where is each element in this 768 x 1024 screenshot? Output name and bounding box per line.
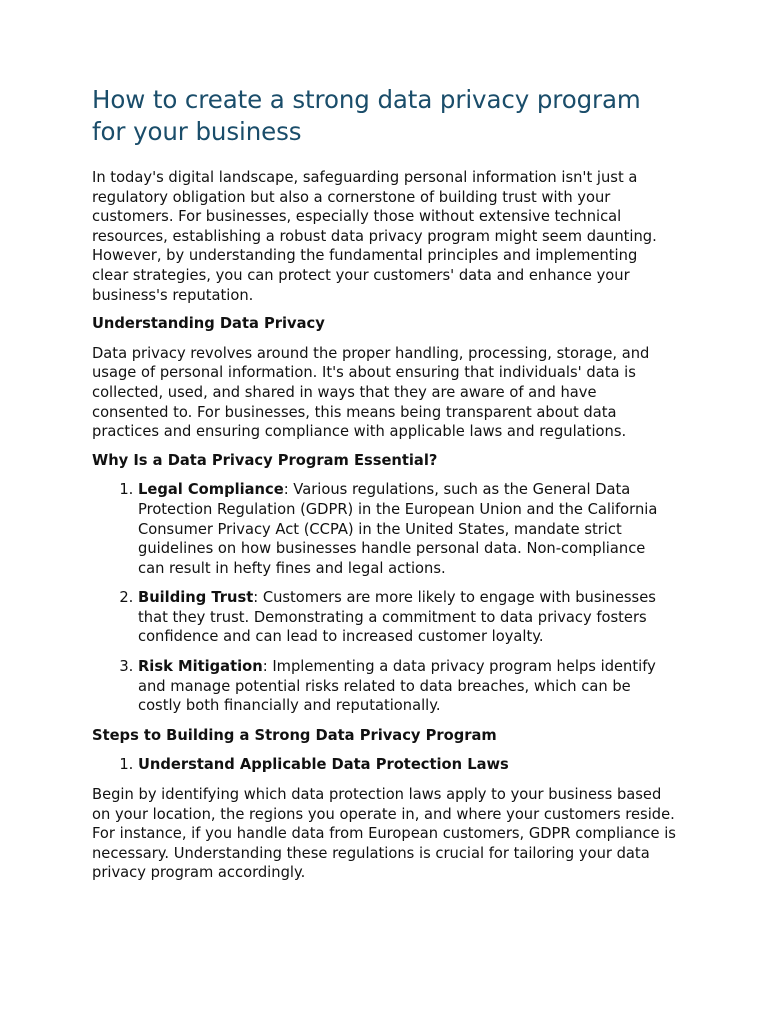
list-item xyxy=(138,480,676,578)
list-item-term: Legal Compliance xyxy=(138,481,284,499)
section-heading-steps: Steps to Building a Strong Data Privacy Program xyxy=(92,726,497,744)
list-item-text: : Customers are more likely to engage with businesses that they trust. Demonstrating a commitment to data privacy fosters confidence and can lead to increased customer loyalty. xyxy=(138,589,656,646)
list-item-term: Risk Mitigation xyxy=(138,658,263,676)
section-heading-why-essential: Why Is a Data Privacy Program Essential? xyxy=(92,451,438,469)
page-title: How to create a strong data privacy program for your business xyxy=(92,85,641,146)
list-item-term: Building Trust xyxy=(138,589,254,607)
section-heading-understanding: Understanding Data Privacy xyxy=(92,315,325,333)
step-body: Begin by identifying which data protection laws apply to your business based on your location, the regions you operate in, and where your customers reside. For instance, if you handle data from European customers, GDPR compliance is necessary. Understanding these regulations is crucial for tailoring your data privacy program accordingly. xyxy=(92,786,676,882)
list-item xyxy=(138,755,676,775)
section-body-understanding: Data privacy revolves around the proper handling, processing, storage, and usage of personal information. It's about ensuring that individuals' data is collected, used, and shared in ways that they are aware of and have consented to. For businesses, this means being transparent about data practices and ensuring compliance with applicable laws and regulations. xyxy=(92,344,650,441)
list-item xyxy=(138,657,676,716)
list-item-text: : Various regulations, such as the General Data Protection Regulation (GDPR) in the European Union and the California Consumer Privacy Act (CCPA) in the United States, mandate strict guidelines on how businesses handle personal data. Non-compliance can result in hefty fines and legal actions. xyxy=(138,481,658,577)
list-item-text: : Implementing a data privacy program helps identify and manage potential risks related to data breaches, which can be costly both financially and reputationally. xyxy=(138,658,656,715)
list-item xyxy=(138,588,676,647)
step-label: Understand Applicable Data Protection Laws xyxy=(138,756,509,774)
steps-list xyxy=(92,755,676,775)
intro-paragraph: In today's digital landscape, safeguarding personal information isn't just a regulatory obligation but also a cornerstone of building trust with your customers. For businesses, especially those without extensive technical resources, establishing a robust data privacy program might seem daunting. However, by understanding the fundamental principles and implementing clear strategies, you can protect your customers' data and enhance your business's reputation. xyxy=(92,169,657,304)
reasons-list xyxy=(92,480,676,716)
